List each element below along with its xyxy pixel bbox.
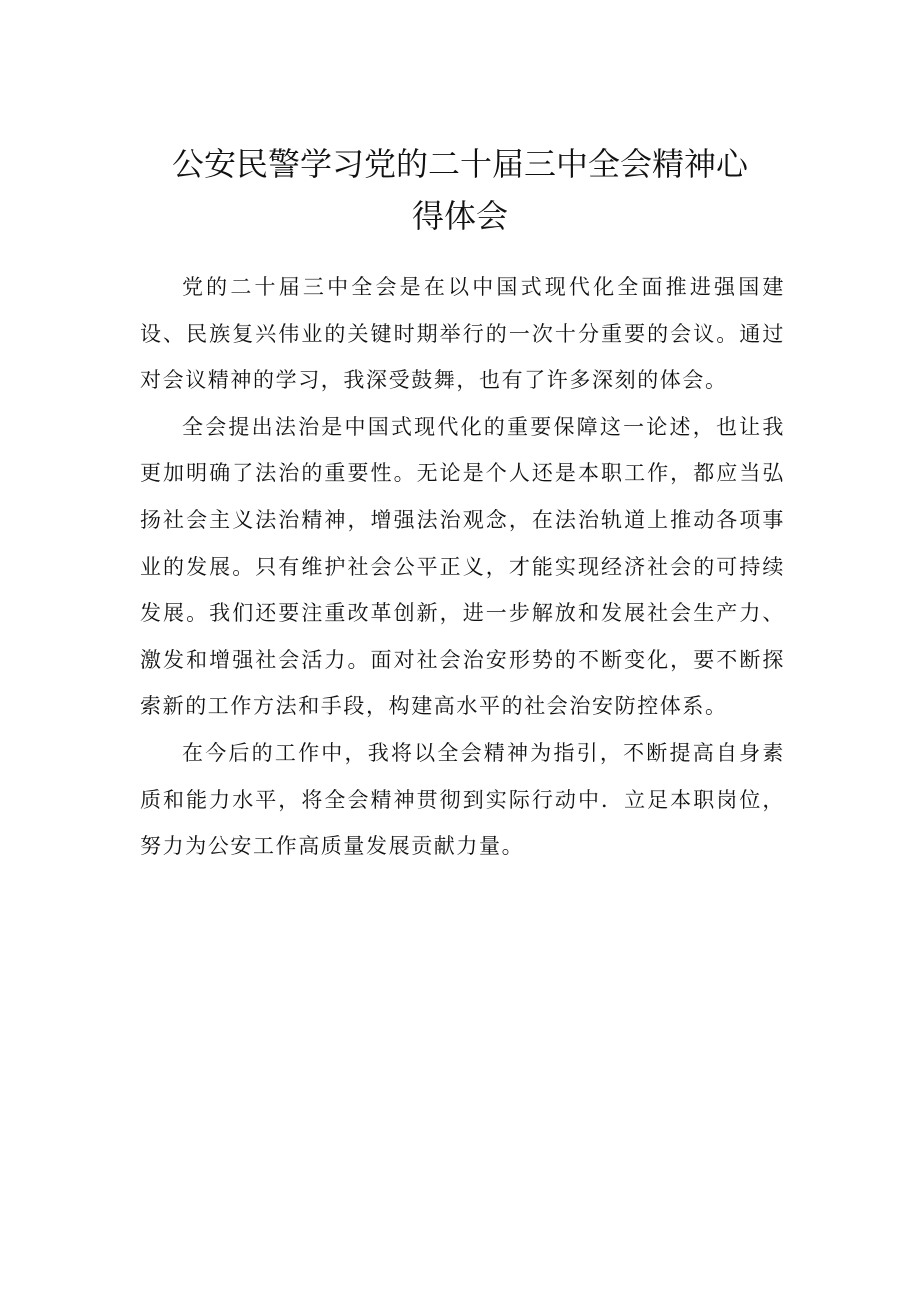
title-line-2: 得体会: [411, 197, 508, 235]
document-body: [140, 264, 785, 870]
title-line-1: 公安民警学习党的二十届三中全会精神心: [171, 145, 748, 183]
paragraph-2: 全会提出法治是中国式现代化的重要保障这一论述，也让我更加明确了法治的重要性。无论是个人还是本职工作，都应当弘扬社会主义法治精神，增强法治观念，在法治轨道上推动各项事业的发展。只有维护社会公平正义，才能实现经济社会的可持续发展。我们还要注重改革创新，进一步解放和发展社会生产力、激发和增强社会活力。面对社会治安形势的不断变化，要不断探索新的工作方法和手段，构建高水平的社会治安防控体系。: [140, 414, 785, 719]
document-title: [150, 138, 770, 242]
paragraph-3: 在今后的工作中，我将以全会精神为指引，不断提高自身素质和能力水平，将全会精神贯彻到实际行动中．立足本职岗位，努力为公安工作高质量发展贡献力量。: [140, 740, 785, 859]
paragraph-1: 党的二十届三中全会是在以中国式现代化全面推进强国建设、民族复兴伟业的关键时期举行的一次十分重要的会议。通过对会议精神的学习，我深受鼓舞，也有了许多深刻的体会。: [140, 275, 785, 393]
